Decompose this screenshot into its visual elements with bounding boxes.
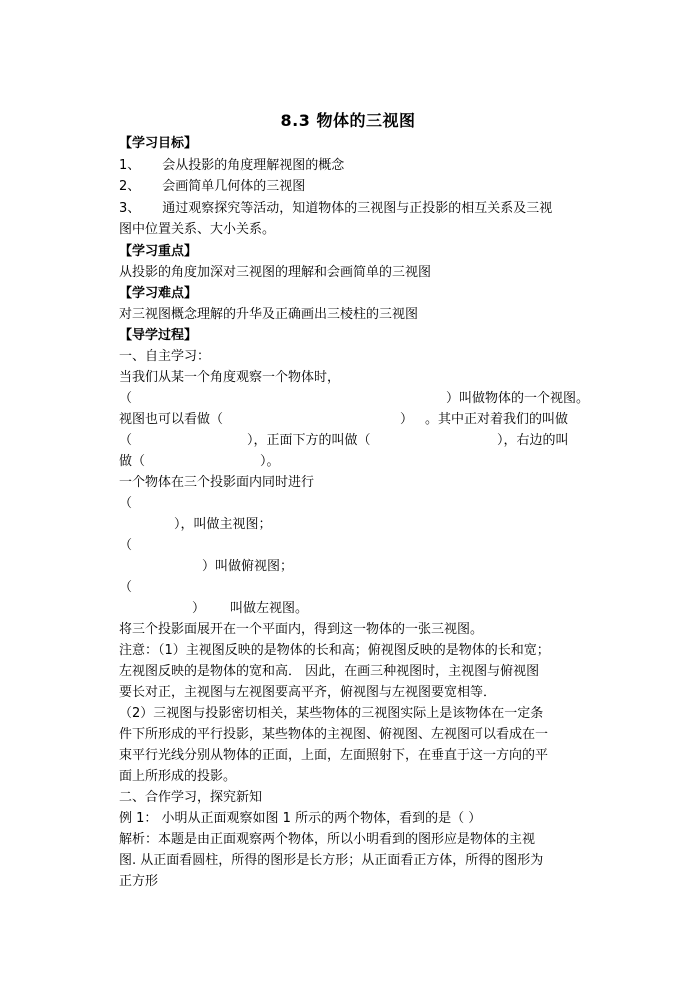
difficulty-heading: 【学习难点】 (119, 286, 198, 301)
note-line-2: 左视图反映的是物体的宽和高． 因此，在画三种视图时，主视图与俯视图 (119, 664, 540, 679)
note-line-3: 要长对正，主视图与左视图要高平齐，俯视图与左视图要宽相等． (119, 685, 497, 700)
note-line-4: （2）三视图与投影密切相关，某些物体的三视图实际上是该物体在一定条 (119, 706, 544, 721)
keypoint-heading: 【学习重点】 (119, 244, 198, 259)
solution-line-1: 解析：本题是由正面观察两个物体，所以小明看到的图形应是物体的主视 (119, 832, 536, 847)
difficulty-text: 对三视图概念理解的升华及正确画出三棱柱的三视图 (119, 307, 419, 322)
left-view-text: 叫做左视图。 (230, 601, 309, 616)
note-line-6: 束平行光线分别从物体的正面，上面，左面照射下，在垂直于这一方向的平 (119, 748, 549, 763)
goal-2 (119, 177, 305, 197)
right-side-text: ），右边的叫 (497, 433, 569, 448)
goal-1-number: 1、 (119, 158, 141, 173)
blank-close-2: ） (400, 412, 414, 427)
part1-three-planes: 一个物体在三个投影面内同时进行 (119, 475, 315, 490)
example-1: 例 1： 小明从正面观察如图 1 所示的两个物体，看到的是（ ） (119, 811, 482, 826)
view-definition-text: ）叫做物体的一个视图。 (446, 391, 590, 406)
goal-2-number: 2、 (119, 179, 141, 194)
blank-open-left: （ (119, 580, 133, 595)
blank-close-left: ） (192, 601, 206, 616)
part1-heading: 一、自主学习： (119, 349, 211, 364)
process-heading: 【导学过程】 (119, 328, 198, 343)
top-view-text: ）叫做俯视图； (202, 559, 294, 574)
goal-3-continued: 图中位置关系、大小关系。 (119, 222, 276, 237)
view-as-text: 视图也可以看做（ (119, 412, 224, 427)
goal-3-number: 3、 (119, 201, 141, 216)
goal-3 (119, 199, 552, 219)
blank-open-main: （ (119, 496, 133, 511)
note-line-5: 件下所形成的平行投影，某些物体的主视图、俯视图、左视图可以看成在一 (119, 727, 549, 742)
note-line-1: 注意：（1）主视图反映的是物体的长和高；俯视图反映的是物体的长和宽； (119, 643, 550, 658)
facing-us-text: 。其中正对着我们的叫做 (425, 412, 569, 427)
blank-open-top: （ (119, 538, 133, 553)
solution-line-2: 图. 从正面看圆柱，所得的图形是长方形；从正面看正方体，所得的图形为 (119, 853, 544, 868)
blank-open-1: （ (119, 391, 133, 406)
part1-line1: 当我们从某一个角度观察一个物体时， (119, 370, 341, 385)
part2-heading: 二、合作学习，探究新知 (119, 790, 263, 805)
page-title: 8.3 物体的三视图 (280, 111, 416, 130)
goal-3-text: 通过观察探究等活动，知道物体的三视图与正投影的相互关系及三视 (162, 201, 553, 216)
unfold-text: 将三个投影面展开在一个平面内，得到这一物体的一张三视图。 (119, 622, 484, 637)
goal-2-text: 会画简单几何体的三视图 (162, 179, 306, 194)
called-close: ）。 (260, 454, 280, 469)
goal-1-text: 会从投影的角度理解视图的概念 (162, 158, 345, 173)
solution-line-3: 正方形 (119, 874, 159, 889)
goal-1 (119, 156, 344, 176)
main-view-text: ），叫做主视图； (174, 517, 272, 532)
note-line-7: 面上所形成的投影。 (119, 769, 237, 784)
blank-open-3: （ (119, 433, 133, 448)
called-open: 做（ (119, 454, 146, 469)
keypoint-text: 从投影的角度加深对三视图的理解和会画简单的三视图 (119, 265, 432, 280)
front-below-text: ），正面下方的叫做（ (247, 433, 371, 448)
goals-heading: 【学习目标】 (119, 136, 198, 151)
